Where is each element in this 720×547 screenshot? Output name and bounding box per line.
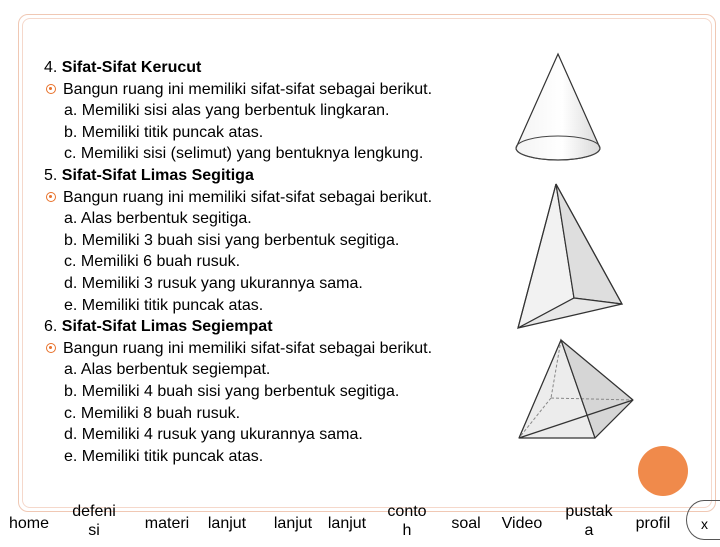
nav-label-line: defeni <box>72 503 116 520</box>
list-item: c. Memiliki 8 buah rusuk. <box>64 404 241 422</box>
nav-label-line: conto <box>387 503 427 520</box>
list-item: b. Memiliki 4 buah sisi yang berbentuk segitiga. <box>64 382 400 400</box>
section-title: Sifat-Sifat Limas Segiempat <box>61 318 273 336</box>
list-item: e. Memiliki titik puncak atas. <box>64 447 264 465</box>
bullet-line <box>44 187 514 209</box>
nav-label-line: pustak <box>565 503 613 520</box>
nav-contoh[interactable] <box>382 502 432 540</box>
nav-home[interactable]: home <box>8 515 50 532</box>
slide-content <box>44 57 514 467</box>
nav-definisi[interactable] <box>66 502 122 540</box>
square-pyramid-figure <box>515 336 640 446</box>
circle-bullet-icon <box>46 192 56 202</box>
nav-lanjut-3[interactable]: lanjut <box>327 515 367 532</box>
list-item: c. Memiliki 6 buah rusuk. <box>64 253 241 271</box>
nav-soal[interactable]: soal <box>451 515 481 532</box>
list-item: b. Memiliki titik puncak atas. <box>64 123 264 141</box>
navigation-bar <box>0 502 720 540</box>
section-heading <box>44 316 514 338</box>
nav-lanjut-2[interactable]: lanjut <box>273 515 313 532</box>
section-title: Sifat-Sifat Limas Segitiga <box>61 166 254 184</box>
list-item: a. Alas berbentuk segiempat. <box>64 361 271 379</box>
section-heading <box>44 165 514 187</box>
decorative-circle <box>638 446 688 496</box>
bullet-line <box>44 338 514 360</box>
bullet-text: Bangun ruang ini memiliki sifat-sifat sebagai berikut. <box>63 339 433 357</box>
triangular-pyramid-figure <box>512 180 632 345</box>
list-item: d. Memiliki 4 rusuk yang ukurannya sama. <box>64 426 363 444</box>
section-heading <box>44 57 514 79</box>
list-item: b. Memiliki 3 buah sisi yang berbentuk segitiga. <box>64 231 400 249</box>
cone-figure <box>510 50 610 175</box>
list-item: d. Memiliki 3 rusuk yang ukurannya sama. <box>64 274 363 292</box>
nav-lanjut-1[interactable]: lanjut <box>207 515 247 532</box>
section-title: Sifat-Sifat Kerucut <box>61 59 202 76</box>
list-item: c. Memiliki sisi (selimut) yang bentuknya lengkung. <box>64 145 424 163</box>
section-number: 4. <box>44 59 58 76</box>
section-number: 6. <box>44 318 58 336</box>
nav-label-line: h <box>402 522 412 539</box>
nav-profil[interactable]: profil <box>635 515 671 532</box>
nav-video[interactable]: Video <box>501 515 543 532</box>
close-button[interactable]: x <box>686 500 720 540</box>
nav-label-line: si <box>88 522 100 539</box>
bullet-text: Bangun ruang ini memiliki sifat-sifat sebagai berikut. <box>63 80 433 98</box>
nav-materi[interactable]: materi <box>144 515 190 532</box>
circle-bullet-icon <box>46 343 56 353</box>
section-number: 5. <box>44 166 58 184</box>
nav-label-line: a <box>584 522 594 539</box>
list-item: e. Memiliki titik puncak atas. <box>64 296 264 314</box>
bullet-text: Bangun ruang ini memiliki sifat-sifat sebagai berikut. <box>63 188 433 206</box>
list-item: a. Memiliki sisi alas yang berbentuk lingkaran. <box>64 102 390 120</box>
circle-bullet-icon <box>46 84 56 94</box>
list-item: a. Alas berbentuk segitiga. <box>64 210 252 228</box>
bullet-line <box>44 79 514 101</box>
nav-pustaka[interactable] <box>560 502 618 540</box>
